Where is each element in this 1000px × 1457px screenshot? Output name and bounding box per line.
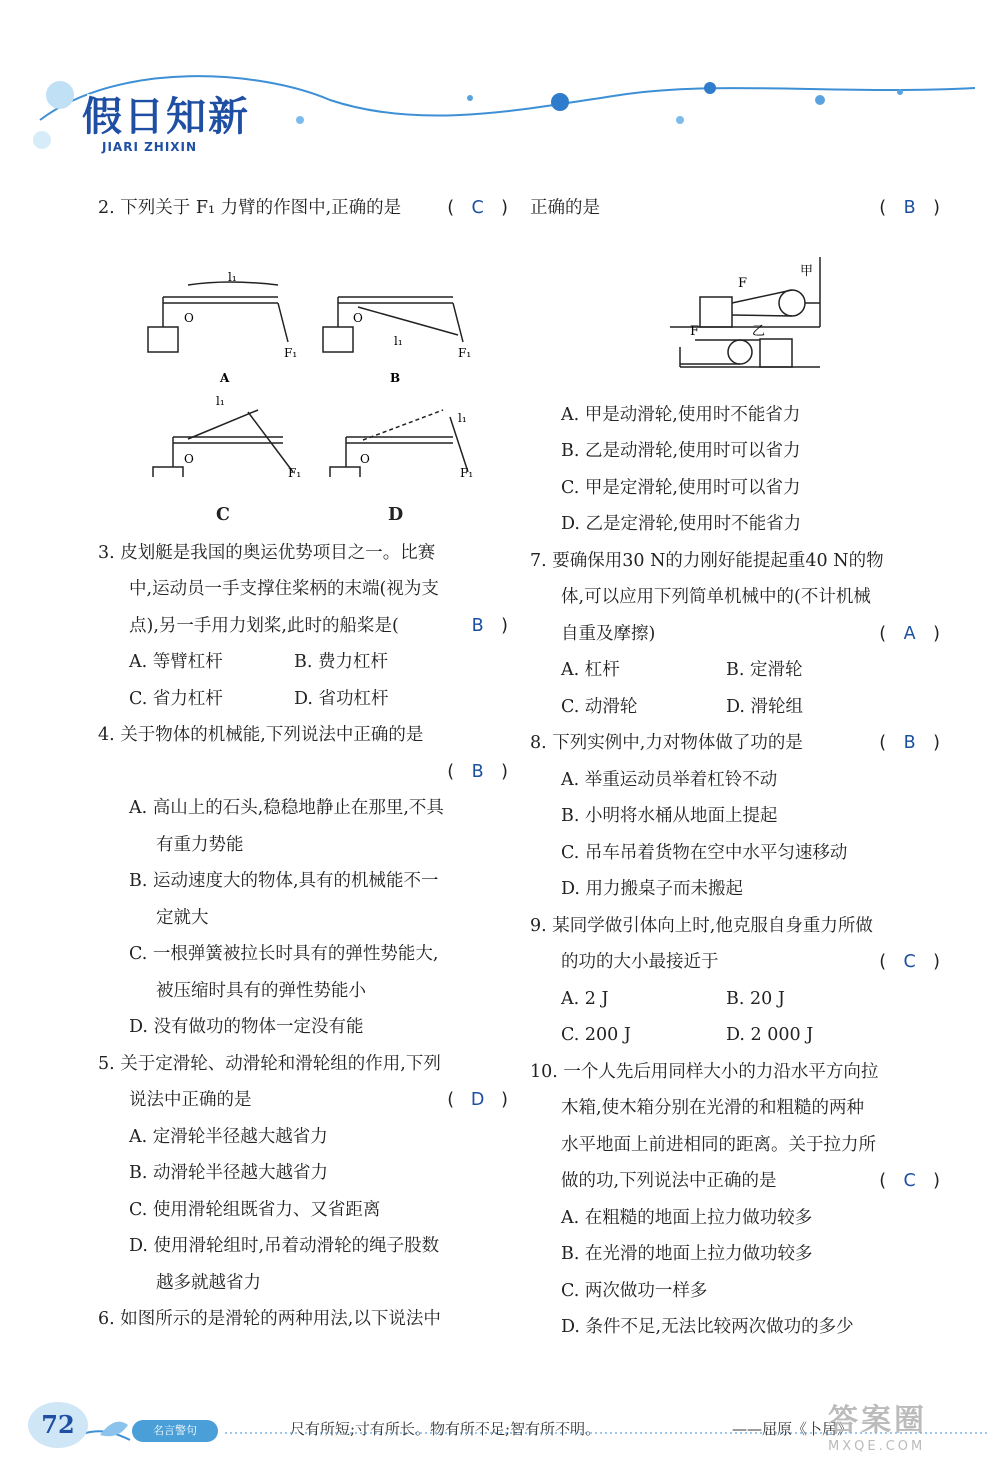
- label-figure-d: D: [388, 504, 404, 525]
- question-number: 2.: [98, 198, 115, 218]
- label-yi: 乙: [752, 323, 766, 339]
- label-f1-d: F₁: [460, 465, 474, 477]
- option-a: A. 高山上的石头,稳稳地静止在那里,不具: [129, 798, 444, 818]
- option-c: C. 动滑轮: [561, 696, 638, 717]
- label-f-top: F: [738, 275, 748, 291]
- figure-d: [330, 410, 468, 477]
- answer-mark: D: [470, 1090, 485, 1110]
- question-line: 木箱,使木箱分别在光滑的和粗糙的两种: [561, 1098, 865, 1118]
- label-o-d: O: [360, 451, 370, 466]
- option-c-cont: 被压缩时具有的弹性势能小: [156, 980, 366, 1001]
- section-tag: 名言警句: [132, 1420, 218, 1442]
- footer-quote-source: ——屈原《卜居》: [732, 1420, 853, 1438]
- question-number: 6.: [98, 1309, 115, 1329]
- answer-slot: ( C ): [879, 1163, 940, 1200]
- option-d: D. 用力搬桌子而未搬起: [561, 879, 744, 899]
- question-6-continued: [530, 190, 940, 543]
- option-a: A. 在粗糙的地面上拉力做功较多: [561, 1207, 813, 1228]
- watermark-text: 答案圈: [828, 1403, 927, 1438]
- option-a: A. 甲是动滑轮,使用时不能省力: [561, 404, 801, 425]
- label-f1-a: F₁: [284, 345, 298, 360]
- question-line: 水平地面上前进相同的距离。关于拉力所: [561, 1134, 876, 1155]
- question-line: 中,运动员一手支撑住桨柄的末端(视为支: [129, 579, 439, 599]
- label-o-a: O: [184, 310, 194, 325]
- label-figure-a: A: [220, 370, 230, 385]
- option-d: D. 乙是定滑轮,使用时不能省力: [561, 514, 802, 534]
- question-number: 7.: [530, 550, 547, 571]
- left-column: [98, 190, 508, 1338]
- answer-mark: C: [471, 198, 484, 218]
- question-7: [530, 543, 940, 726]
- option-d: D. 没有做功的物体一定没有能: [129, 1017, 364, 1037]
- answer-mark: B: [903, 198, 916, 218]
- answer-slot: ( A ): [879, 616, 940, 653]
- question-6: [98, 1301, 508, 1338]
- option-c: C. 省力杠杆: [129, 688, 223, 709]
- option-a-cont: 有重力势能: [156, 834, 244, 855]
- option-c: C. 一根弹簧被拉长时具有的弹性势能大,: [129, 944, 439, 964]
- question-line: 关于定滑轮、动滑轮和滑轮组的作用,下列: [120, 1053, 441, 1074]
- question-line: 皮划艇是我国的奥运优势项目之一。比赛: [120, 542, 436, 563]
- option-a: A. 定滑轮半径越大越省力: [129, 1126, 328, 1147]
- logo-title: 假日知新: [82, 94, 250, 140]
- question-line: 说法中正确的是: [129, 1090, 252, 1110]
- answer-mark: B: [471, 761, 484, 782]
- answer-slot: ( C ): [447, 190, 508, 227]
- option-b: B. 运动速度大的物体,具有的机械能不一: [129, 871, 439, 891]
- question-text: 正确的是: [530, 198, 600, 218]
- option-row: [98, 681, 508, 718]
- question-line: 某同学做引体向上时,他克服自身重力所做: [552, 915, 873, 936]
- option-c: C. 200 J: [561, 1025, 631, 1045]
- logo-subtitle: JIARI ZHIXIN: [102, 140, 198, 154]
- option-d: D. 条件不足,无法比较两次做功的多少: [561, 1317, 854, 1337]
- question-number: 4.: [98, 725, 115, 745]
- question-line: 自重及摩擦): [561, 623, 656, 644]
- figure-a: [148, 282, 288, 352]
- option-b: B. 动滑轮半径越大越省力: [129, 1163, 328, 1183]
- question-line: 做的功,下列说法中正确的是: [561, 1171, 777, 1191]
- option-c: C. 吊车吊着货物在空中水平匀速移动: [561, 842, 848, 863]
- option-a: A. 杠杆: [561, 660, 620, 680]
- label-l1-d: l₁: [458, 410, 467, 425]
- question-text: 下列实例中,力对物体做了功的是: [552, 733, 803, 753]
- answer-slot: ( D ): [447, 1082, 508, 1119]
- option-b: B. 乙是动滑轮,使用时可以省力: [561, 441, 801, 461]
- option-b: B. 小明将水桶从地面上提起: [561, 806, 778, 826]
- question-line: 的功的大小最接近于: [561, 952, 719, 972]
- figure-b: [323, 297, 463, 352]
- answer-slot: ( B ): [879, 725, 940, 762]
- lever-figures: [98, 227, 508, 525]
- answer-slot: B ): [460, 608, 508, 645]
- page-number: 72: [28, 1402, 88, 1448]
- page-header: [0, 0, 1000, 180]
- lever-diagrams: [98, 227, 508, 477]
- label-f1-b: F₁: [458, 345, 472, 360]
- option-row: [530, 689, 940, 726]
- label-f-bottom: F: [690, 323, 700, 339]
- label-figure-b: B: [390, 370, 401, 385]
- option-b: B. 在光滑的地面上拉力做功较多: [561, 1244, 813, 1264]
- question-text: 下列关于 F₁ 力臂的作图中,正确的是: [120, 198, 402, 218]
- option-c: C. 使用滑轮组既省力、又省距离: [129, 1199, 381, 1220]
- answer-mark: C: [903, 1171, 916, 1191]
- right-column: [530, 190, 940, 1346]
- option-a: A. 举重运动员举着杠铃不动: [561, 769, 778, 790]
- option-d: D. 省功杠杆: [294, 688, 389, 709]
- option-d: D. 使用滑轮组时,吊着动滑轮的绳子股数: [129, 1236, 440, 1256]
- option-a: A. 等臂杠杆: [129, 652, 223, 672]
- option-row: [530, 1017, 940, 1054]
- pulley-diagram: [530, 227, 940, 397]
- question-line: 一个人先后用同样大小的力沿水平方向拉: [563, 1061, 879, 1082]
- option-b: B. 20 J: [726, 988, 785, 1009]
- question-number: 10.: [530, 1061, 558, 1082]
- answer-mark: C: [903, 952, 916, 972]
- question-line: 要确保用30 N的力刚好能提起重40 N的物: [552, 550, 884, 571]
- option-b: B. 定滑轮: [726, 660, 803, 680]
- pulley-figure: [530, 227, 940, 397]
- footer-quote: 尺有所短;寸有所长。物有所不足;智有所不明。: [290, 1420, 601, 1438]
- answer-mark: B: [471, 615, 484, 636]
- label-o-c: O: [184, 451, 194, 466]
- option-b-cont: 定就大: [156, 907, 209, 928]
- question-4: [98, 717, 508, 1046]
- answer-mark: B: [903, 733, 916, 753]
- question-3: [98, 535, 508, 718]
- watermark-url: MXQE.COM: [828, 1439, 926, 1454]
- question-5: [98, 1046, 508, 1302]
- label-o-b: O: [353, 310, 363, 325]
- option-row: [530, 652, 940, 689]
- label-f1-c: F₁: [288, 465, 302, 477]
- question-number: 9.: [530, 915, 547, 936]
- question-line: 体,可以应用下列简单机械中的(不计机械: [561, 587, 871, 607]
- option-c: C. 两次做功一样多: [561, 1280, 708, 1301]
- label-jia: 甲: [800, 263, 814, 279]
- question-number: 3.: [98, 542, 115, 563]
- option-d: D. 2 000 J: [726, 1025, 814, 1045]
- option-b: B. 费力杠杆: [294, 652, 388, 672]
- label-l1-a: l₁: [228, 269, 237, 284]
- question-number: 8.: [530, 733, 547, 753]
- option-row: [530, 981, 940, 1018]
- answer-mark: A: [903, 623, 916, 644]
- watermark-logo: [828, 1395, 990, 1454]
- option-row: [98, 644, 508, 681]
- question-10: [530, 1054, 940, 1346]
- answer-slot: ( B ): [447, 754, 508, 791]
- answer-slot: ( B ): [879, 190, 940, 227]
- option-d: D. 滑轮组: [726, 696, 804, 717]
- question-2: [98, 190, 508, 525]
- label-figure-c: C: [216, 504, 230, 525]
- option-c: C. 甲是定滑轮,使用时可以省力: [561, 477, 801, 498]
- figure-c: [153, 410, 293, 477]
- question-line: 点),另一手用力划桨,此时的船桨是(: [129, 615, 399, 636]
- question-text: 关于物体的机械能,下列说法中正确的是: [120, 725, 424, 745]
- label-l1-c: l₁: [216, 393, 225, 408]
- question-text: 如图所示的是滑轮的两种用法,以下说法中: [120, 1309, 441, 1329]
- question-number: 5.: [98, 1053, 115, 1074]
- option-a: A. 2 J: [561, 988, 609, 1009]
- option-d-cont: 越多就越省力: [156, 1272, 261, 1293]
- answer-slot: ( C ): [879, 944, 940, 981]
- label-l1-b: l₁: [394, 333, 403, 348]
- question-9: [530, 908, 940, 1054]
- question-8: [530, 725, 940, 908]
